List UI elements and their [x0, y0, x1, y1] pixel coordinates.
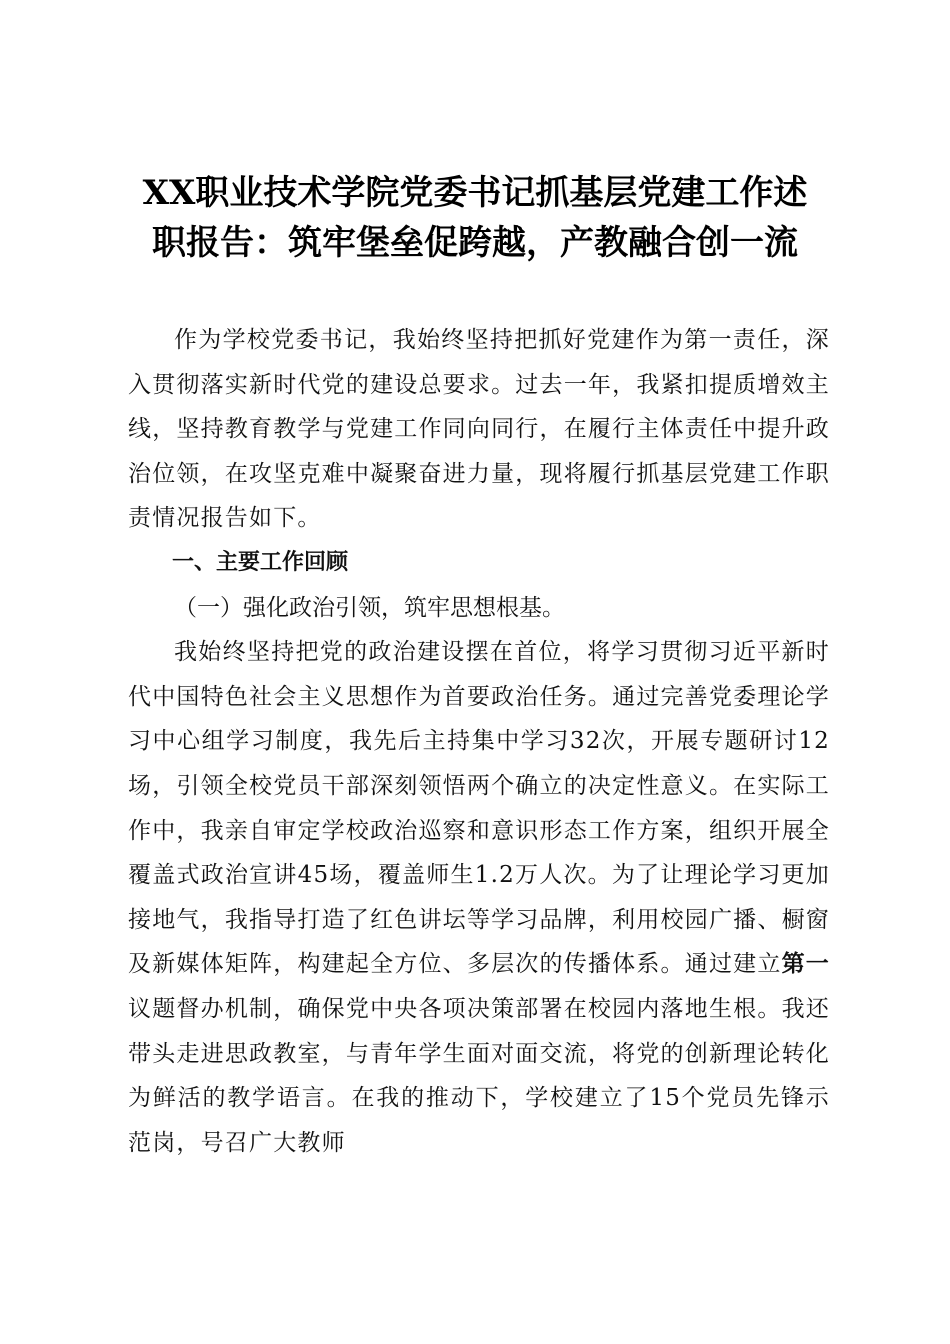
- bold-emphasis: 第一: [781, 950, 831, 978]
- section-heading: 一、主要工作回顾: [172, 549, 349, 575]
- body-paragraph: [128, 630, 830, 1165]
- paragraph-text-part-1: 我始终坚持把党的政治建设摆在首位，将学习贯彻习近平新时代中国特色社会主义思想作为首要政治任务。通过完善党委理论学习中心组学习制度，我先后主持集中学习32次，开展专题研讨12场，引领全校党员干部深刻领悟两个确立的决定性意义。在实际工作中，我亲自审定学校政治巡察和意识形态工作方案，组织开展全覆盖式政治宣讲45场，覆盖师生1.2万人次。为了让理论学习更加接地气，我指导打造了红色讲坛等学习品牌，利用校园广播、橱窗及新媒体矩阵，构建起全方位、多层次的传播体系。通过建立: [128, 639, 830, 978]
- document-title: [100, 168, 850, 268]
- title-line-2: 职报告：筑牢堡垒促跨越，产教融合创一流: [152, 223, 798, 263]
- intro-paragraph: 作为学校党委书记，我始终坚持把抓好党建作为第一责任，深入贯彻落实新时代党的建设总要求。过去一年，我紧扣提质增效主线，坚持教育教学与党建工作同向同行，在履行主体责任中提升政治位领，在攻坚克难中凝聚奋进力量，现将履行抓基层党建工作职责情况报告如下。: [128, 327, 830, 532]
- document-body: [128, 318, 830, 1165]
- title-line-1: XX职业技术学院党委书记抓基层党建工作述: [142, 173, 808, 213]
- subsection-heading: （一）强化政治引领，筑牢思想根基。: [174, 594, 565, 621]
- paragraph-text-part-2: 议题督办机制，确保党中央各项决策部署在校园内落地生根。我还带头走进思政教室，与青年学生面对面交流，将党的创新理论转化为鲜活的教学语言。在我的推动下，学校建立了15个党员先锋示范岗，号召广大教师: [128, 995, 830, 1156]
